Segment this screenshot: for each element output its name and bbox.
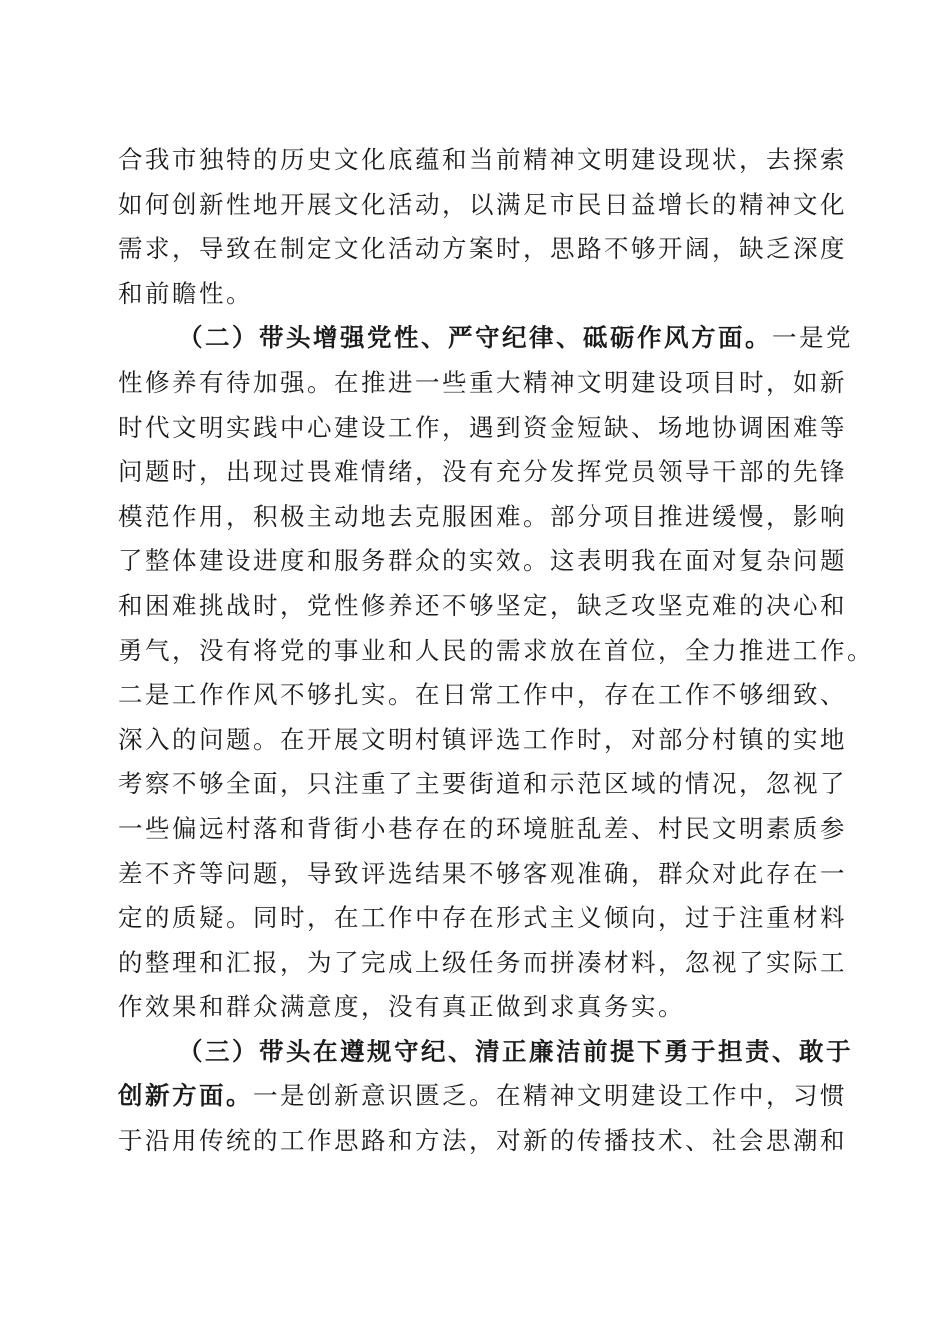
text-line: 需求，导致在制定文化活动方案时，思路不够开阔，缺乏深度 (118, 234, 847, 264)
paragraph-2 (118, 316, 874, 1030)
paragraph-3 (118, 1030, 853, 1164)
text-line: 模范作用，积极主动地去克服困难。部分项目推进缓慢，影响 (118, 501, 847, 531)
section-heading-2: （二）带头增强党性、严守纪律、砥砺作风方面。 (178, 323, 772, 353)
text-line: 了整体建设进度和服务群众的实效。这表明我在面对复杂问题 (118, 546, 847, 576)
text-line: 作效果和群众满意度，没有真正做到求真务实。 (118, 992, 685, 1022)
text-line (118, 316, 853, 361)
text-span: 一是创新意识匮乏。在精神文明建设工作中，习惯 (253, 1081, 847, 1111)
text-span: 一是党 (772, 323, 853, 353)
section-heading-3: （三）带头在遵规守纪、清正廉洁前提下勇于担责、敢于 (178, 1036, 853, 1066)
text-line: 合我市独特的历史文化底蕴和当前精神文明建设现状，去探索 (118, 145, 847, 174)
text-line (118, 1030, 853, 1075)
text-line: 的整理和汇报，为了完成上级任务而拼凑材料，忽视了实际工 (118, 947, 847, 977)
text-line: 差不齐等问题，导致评选结果不够客观准确，群众对此存在一 (118, 858, 847, 888)
text-line: 考察不够全面，只注重了主要街道和示范区域的情况，忽视了 (118, 769, 847, 799)
text-line: 和前瞻性。 (118, 278, 253, 308)
section-heading-3-cont: 创新方面。 (118, 1081, 253, 1111)
text-line: 问题时，出现过畏难情绪，没有充分发挥党员领导干部的先锋 (118, 457, 847, 487)
document-page (118, 138, 874, 1164)
text-line: 深入的问题。在开展文明村镇评选工作时，对部分村镇的实地 (118, 724, 847, 754)
text-line: 勇气，没有将党的事业和人民的需求放在首位，全力推进工作。 (118, 635, 874, 665)
text-line: 和困难挑战时，党性修养还不够坚定，缺乏攻坚克难的决心和 (118, 590, 847, 620)
text-line: 定的质疑。同时，在工作中存在形式主义倾向，过于注重材料 (118, 903, 847, 933)
text-line: 一些偏远村落和背街小巷存在的环境脏乱差、村民文明素质参 (118, 813, 847, 843)
text-line: 性修养有待加强。在推进一些重大精神文明建设项目时，如新 (118, 367, 847, 397)
text-line (118, 1074, 847, 1119)
text-line: 于沿用传统的工作思路和方法，对新的传播技术、社会思潮和 (118, 1126, 847, 1156)
text-line: 时代文明实践中心建设工作，遇到资金短缺、场地协调困难等 (118, 412, 847, 442)
text-line: 二是工作作风不够扎实。在日常工作中，存在工作不够细致、 (118, 680, 847, 710)
paragraph-1 (118, 138, 847, 316)
text-line: 如何创新性地开展文化活动，以满足市民日益增长的精神文化 (118, 189, 847, 219)
